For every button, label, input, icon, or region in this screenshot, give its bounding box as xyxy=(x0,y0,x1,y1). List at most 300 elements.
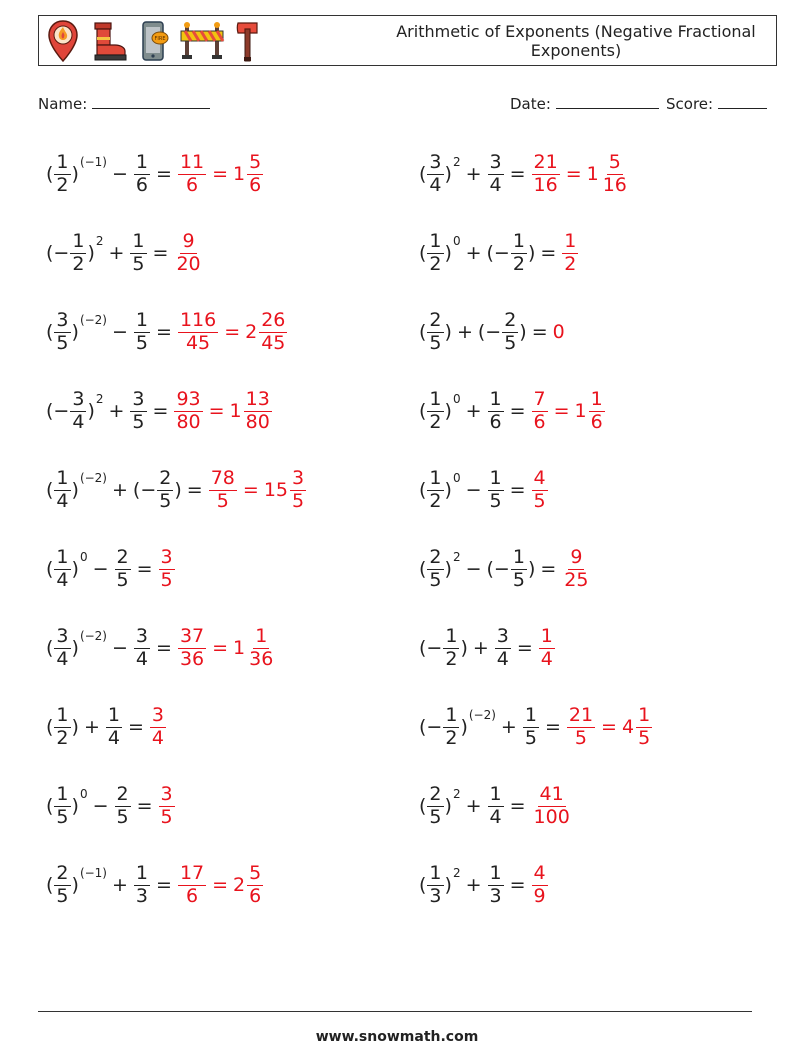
left-paren: ( xyxy=(46,558,54,580)
right-paren: ) xyxy=(71,874,79,896)
denominator: 5 xyxy=(160,805,173,828)
mixed-number xyxy=(586,150,630,196)
answer xyxy=(158,782,176,828)
numerator: 1 xyxy=(512,545,525,568)
right-paren: ) xyxy=(71,716,79,738)
fraction xyxy=(178,150,206,196)
denominator: 9 xyxy=(533,884,546,907)
exponent: 2 xyxy=(452,155,461,169)
denominator: 5 xyxy=(292,489,305,512)
denominator: 3 xyxy=(429,884,442,907)
mixed-number xyxy=(621,703,653,749)
numerator: 11 xyxy=(179,150,205,173)
left-paren-negative: (− xyxy=(419,716,443,738)
right-paren: ) xyxy=(444,242,452,264)
fraction xyxy=(130,229,146,275)
numerator: 93 xyxy=(176,387,201,410)
exponent: 2 xyxy=(95,392,104,406)
fraction xyxy=(159,782,175,828)
left-paren: ( xyxy=(46,637,54,659)
operator: − xyxy=(92,558,109,580)
fraction xyxy=(157,466,173,512)
denominator: 2 xyxy=(429,410,442,433)
numerator: 4 xyxy=(533,466,546,489)
exponent: 2 xyxy=(95,234,104,248)
exponent: (−2) xyxy=(468,708,496,722)
denominator: 4 xyxy=(429,173,442,196)
whole-part: 1 xyxy=(233,163,246,185)
numerator: 3 xyxy=(160,782,173,805)
operator: + xyxy=(465,242,482,264)
fraction xyxy=(636,703,652,749)
exponent: (−2) xyxy=(79,629,107,643)
numerator: 21 xyxy=(568,703,594,726)
numerator: 2 xyxy=(56,861,69,884)
denominator: 5 xyxy=(638,726,651,749)
operator: = xyxy=(544,716,561,738)
denominator: 3 xyxy=(489,884,502,907)
left-paren-negative: (− xyxy=(486,242,510,264)
svg-text:FIRE: FIRE xyxy=(154,36,166,42)
fraction xyxy=(502,308,518,354)
exponent: 0 xyxy=(452,471,461,485)
answer xyxy=(531,466,549,512)
right-paren: ) xyxy=(71,163,79,185)
fraction xyxy=(54,861,70,907)
operator: + xyxy=(112,479,128,501)
operator: = xyxy=(156,637,172,659)
denominator: 4 xyxy=(135,647,149,670)
fraction xyxy=(443,624,459,670)
operator: − xyxy=(112,163,128,185)
operator: = xyxy=(516,637,533,659)
numerator: 37 xyxy=(179,624,205,647)
numerator: 3 xyxy=(56,624,69,647)
denominator: 16 xyxy=(602,173,627,196)
denominator: 5 xyxy=(132,252,145,275)
left-paren: ( xyxy=(46,479,54,501)
right-paren: ) xyxy=(527,558,536,580)
operator: − xyxy=(92,795,109,817)
fraction xyxy=(601,150,629,196)
operator: + xyxy=(108,400,125,422)
numerator: 1 xyxy=(564,229,577,252)
numerator: 1 xyxy=(524,703,537,726)
fraction xyxy=(562,545,590,591)
numerator: 3 xyxy=(429,150,442,173)
fraction xyxy=(178,624,206,670)
right-paren: ) xyxy=(87,400,95,422)
denominator: 6 xyxy=(533,410,546,433)
fraction xyxy=(567,703,595,749)
numerator: 3 xyxy=(292,466,305,489)
problem-6 xyxy=(419,302,565,362)
fraction xyxy=(70,229,86,275)
denominator: 45 xyxy=(261,331,286,354)
exponent: (−1) xyxy=(79,866,107,880)
denominator: 2 xyxy=(512,252,525,275)
answer xyxy=(531,782,573,828)
numerator: 3 xyxy=(160,545,173,568)
denominator: 5 xyxy=(116,805,129,828)
left-paren-negative: (− xyxy=(477,321,502,343)
operator: = xyxy=(152,242,169,264)
operator: − xyxy=(465,558,482,580)
fraction xyxy=(427,782,443,828)
mixed-number xyxy=(233,624,276,670)
denominator: 2 xyxy=(72,252,85,275)
denominator: 2 xyxy=(56,173,69,196)
numerator: 5 xyxy=(608,150,621,173)
numerator: 1 xyxy=(72,229,85,252)
name-field xyxy=(38,94,210,113)
numerator: 1 xyxy=(56,150,69,173)
fraction xyxy=(259,308,287,354)
answer xyxy=(566,703,653,749)
fraction xyxy=(427,387,443,433)
whole-part: 2 xyxy=(245,321,258,343)
problem-1 xyxy=(46,144,264,204)
operator: = xyxy=(212,163,229,185)
answer xyxy=(531,861,549,907)
operator: = xyxy=(186,479,203,501)
numerator: 1 xyxy=(135,308,149,331)
numerator: 1 xyxy=(489,387,502,410)
fraction xyxy=(488,150,504,196)
left-paren: ( xyxy=(46,716,54,738)
numerator: 1 xyxy=(135,861,149,884)
denominator: 5 xyxy=(116,568,129,591)
mixed-number xyxy=(263,466,307,512)
numerator: 2 xyxy=(159,466,172,489)
numerator: 3 xyxy=(135,624,149,647)
fraction xyxy=(511,545,527,591)
fraction xyxy=(511,229,527,275)
answer xyxy=(177,150,264,196)
answer xyxy=(531,150,630,196)
answer xyxy=(177,308,288,354)
denominator: 4 xyxy=(56,647,69,670)
answer xyxy=(538,624,556,670)
left-paren: ( xyxy=(419,242,427,264)
fraction xyxy=(54,703,70,749)
right-paren: ) xyxy=(460,716,468,738)
numerator: 5 xyxy=(249,150,262,173)
denominator: 4 xyxy=(489,173,502,196)
numerator: 2 xyxy=(429,782,442,805)
denominator: 6 xyxy=(135,173,149,196)
exponent: 0 xyxy=(79,550,88,564)
operator: + xyxy=(465,874,482,896)
fraction xyxy=(54,545,70,591)
denominator: 5 xyxy=(533,489,546,512)
problem-2 xyxy=(419,144,630,204)
problem-16 xyxy=(419,697,653,757)
numerator: 78 xyxy=(210,466,235,489)
numerator: 9 xyxy=(570,545,583,568)
fraction xyxy=(427,545,443,591)
worksheet-title: Arithmetic of Exponents (Negative Fractional Exponents) xyxy=(396,22,756,60)
answer-value: 0 xyxy=(552,321,565,343)
problem-5 xyxy=(46,302,288,362)
date-field xyxy=(510,94,659,113)
answer xyxy=(173,387,272,433)
numerator: 1 xyxy=(132,229,145,252)
numerator: 9 xyxy=(182,229,195,252)
operator: − xyxy=(112,321,128,343)
exponent: 2 xyxy=(452,787,461,801)
left-paren: ( xyxy=(419,874,427,896)
denominator: 4 xyxy=(489,805,502,828)
operator: + xyxy=(465,163,482,185)
exponent: 2 xyxy=(452,866,461,880)
fraction xyxy=(589,387,605,433)
score-label: Score: xyxy=(666,95,714,113)
denominator: 5 xyxy=(160,568,173,591)
exponent: 2 xyxy=(452,550,461,564)
denominator: 2 xyxy=(429,489,442,512)
numerator: 2 xyxy=(429,545,442,568)
whole-part: 15 xyxy=(263,479,288,501)
denominator: 6 xyxy=(249,173,262,196)
numerator: 13 xyxy=(245,387,270,410)
fire-phone-icon xyxy=(139,19,169,63)
exponent: 0 xyxy=(79,787,88,801)
header-icons xyxy=(47,19,261,63)
numerator: 1 xyxy=(429,229,442,252)
footer-url: www.snowmath.com xyxy=(315,1029,479,1045)
left-paren: ( xyxy=(419,400,427,422)
denominator: 2 xyxy=(429,252,442,275)
fraction xyxy=(532,387,548,433)
right-paren: ) xyxy=(71,637,79,659)
denominator: 6 xyxy=(590,410,603,433)
fraction xyxy=(54,782,70,828)
right-paren: ) xyxy=(71,321,79,343)
date-blank xyxy=(556,94,659,109)
numerator: 1 xyxy=(255,624,268,647)
numerator: 3 xyxy=(489,150,502,173)
denominator: 16 xyxy=(533,173,558,196)
denominator: 5 xyxy=(574,726,587,749)
left-paren-negative: (− xyxy=(46,242,70,264)
denominator: 5 xyxy=(429,331,442,354)
operator: = xyxy=(136,795,153,817)
right-paren: ) xyxy=(527,242,536,264)
numerator: 17 xyxy=(179,861,205,884)
exponent: (−2) xyxy=(79,313,107,327)
fraction xyxy=(488,861,504,907)
denominator: 5 xyxy=(56,884,69,907)
denominator: 5 xyxy=(429,568,442,591)
whole-part: 1 xyxy=(233,637,246,659)
problem-7 xyxy=(46,381,273,441)
operator: − xyxy=(465,479,482,501)
denominator: 6 xyxy=(185,173,199,196)
left-paren: ( xyxy=(46,874,54,896)
operator: = xyxy=(509,874,526,896)
fraction xyxy=(427,150,443,196)
name-blank xyxy=(92,94,210,109)
numerator: 1 xyxy=(489,466,502,489)
right-paren: ) xyxy=(444,795,452,817)
operator: + xyxy=(465,400,482,422)
denominator: 20 xyxy=(176,252,201,275)
denominator: 5 xyxy=(504,331,517,354)
denominator: 6 xyxy=(249,884,262,907)
whole-part: 4 xyxy=(621,716,635,738)
operator: = xyxy=(156,163,172,185)
denominator: 5 xyxy=(56,331,69,354)
fraction xyxy=(244,387,272,433)
denominator: 100 xyxy=(533,805,570,828)
right-paren: ) xyxy=(460,637,468,659)
problem-17 xyxy=(46,776,176,836)
numerator: 21 xyxy=(533,150,558,173)
answer xyxy=(177,624,276,670)
right-paren: ) xyxy=(444,874,452,896)
left-paren-negative: (− xyxy=(46,400,70,422)
denominator: 36 xyxy=(179,647,205,670)
numerator: 116 xyxy=(179,308,217,331)
operator: = xyxy=(540,558,557,580)
operator: = xyxy=(509,400,526,422)
left-paren-negative: (− xyxy=(419,637,443,659)
denominator: 80 xyxy=(245,410,270,433)
date-label: Date: xyxy=(510,95,551,113)
left-paren: ( xyxy=(46,163,54,185)
denominator: 5 xyxy=(159,489,172,512)
fraction xyxy=(106,703,122,749)
fraction xyxy=(427,466,443,512)
problem-8 xyxy=(419,381,606,441)
denominator: 5 xyxy=(429,805,442,828)
denominator: 45 xyxy=(185,331,211,354)
numerator: 1 xyxy=(489,782,502,805)
denominator: 25 xyxy=(564,568,589,591)
numerator: 5 xyxy=(249,861,262,884)
operator: + xyxy=(456,321,473,343)
exponent: 0 xyxy=(452,234,461,248)
fraction xyxy=(532,466,548,512)
denominator: 3 xyxy=(135,884,149,907)
numerator: 2 xyxy=(116,545,129,568)
right-paren: ) xyxy=(71,795,79,817)
numerator: 1 xyxy=(590,387,603,410)
fire-boot-icon xyxy=(89,19,129,63)
problem-18 xyxy=(419,776,573,836)
answer xyxy=(553,321,565,343)
right-paren: ) xyxy=(87,242,95,264)
numerator: 7 xyxy=(533,387,546,410)
denominator: 80 xyxy=(176,410,201,433)
operator: = xyxy=(127,716,144,738)
operator: = xyxy=(136,558,153,580)
problem-4 xyxy=(419,223,579,283)
denominator: 36 xyxy=(249,647,274,670)
operator: − xyxy=(112,637,128,659)
fraction xyxy=(134,861,150,907)
denominator: 4 xyxy=(540,647,553,670)
exponent: (−1) xyxy=(79,155,107,169)
problem-11 xyxy=(46,539,176,599)
operator: + xyxy=(500,716,517,738)
fraction xyxy=(488,782,504,828)
fraction xyxy=(247,150,263,196)
worksheet-header xyxy=(38,15,777,66)
numerator: 1 xyxy=(512,229,525,252)
fraction xyxy=(539,624,555,670)
right-paren: ) xyxy=(444,558,452,580)
problem-15 xyxy=(46,697,167,757)
numerator: 1 xyxy=(540,624,553,647)
operator: = xyxy=(531,321,548,343)
problem-14 xyxy=(419,618,556,678)
fraction xyxy=(247,624,275,670)
right-paren: ) xyxy=(444,163,452,185)
mixed-number xyxy=(233,861,264,907)
fraction xyxy=(178,861,206,907)
denominator: 6 xyxy=(489,410,502,433)
fraction xyxy=(532,861,548,907)
mixed-number xyxy=(229,387,273,433)
fraction xyxy=(427,308,443,354)
score-blank xyxy=(718,94,767,109)
fraction xyxy=(178,308,218,354)
operator: = xyxy=(565,163,582,185)
operator: + xyxy=(465,795,482,817)
numerator: 1 xyxy=(429,466,442,489)
mixed-number xyxy=(233,150,264,196)
fraction xyxy=(427,861,443,907)
problem-10 xyxy=(419,460,549,520)
operator: = xyxy=(509,163,526,185)
footer-divider xyxy=(38,1011,752,1012)
operator: = xyxy=(509,795,526,817)
problem-20 xyxy=(419,855,549,915)
fraction xyxy=(54,466,70,512)
fraction xyxy=(134,150,150,196)
right-paren: ) xyxy=(174,479,182,501)
denominator: 5 xyxy=(489,489,502,512)
problem-19 xyxy=(46,855,264,915)
answer xyxy=(531,387,606,433)
denominator: 2 xyxy=(445,647,458,670)
score-field xyxy=(666,94,767,113)
right-paren: ) xyxy=(71,558,79,580)
numerator: 4 xyxy=(533,861,546,884)
operator: = xyxy=(152,400,169,422)
numerator: 3 xyxy=(56,308,69,331)
fraction xyxy=(134,624,150,670)
denominator: 4 xyxy=(151,726,164,749)
numerator: 2 xyxy=(504,308,517,331)
operator: = xyxy=(208,400,225,422)
right-paren: ) xyxy=(444,321,452,343)
answer xyxy=(158,545,176,591)
numerator: 1 xyxy=(56,545,69,568)
fraction xyxy=(427,229,443,275)
whole-part: 1 xyxy=(586,163,599,185)
operator: = xyxy=(212,637,229,659)
left-paren-negative: (− xyxy=(486,558,510,580)
operator: = xyxy=(601,716,617,738)
left-paren: ( xyxy=(419,558,427,580)
right-paren: ) xyxy=(444,479,452,501)
operator: = xyxy=(553,400,570,422)
fraction xyxy=(159,545,175,591)
denominator: 5 xyxy=(216,489,229,512)
